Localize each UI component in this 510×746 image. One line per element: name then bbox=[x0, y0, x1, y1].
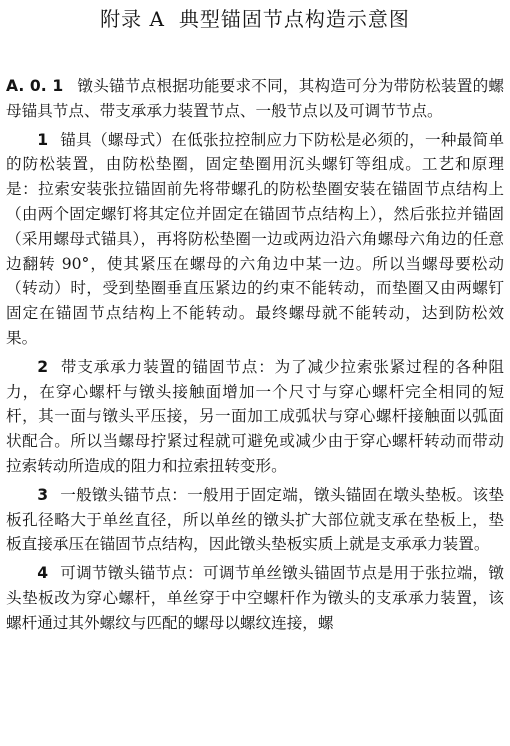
item-number-2: 2 bbox=[37, 357, 49, 376]
clause-text: 镦头锚节点根据功能要求不同，其构造可分为带防松装置的螺母锚具节点、带支承承力装置节点、一般节点以及可调节节点。 bbox=[6, 77, 504, 120]
item-number-4: 4 bbox=[37, 564, 49, 583]
clause-number: A. 0. 1 bbox=[6, 77, 64, 95]
document-body bbox=[6, 74, 504, 640]
item-paragraph-3 bbox=[6, 483, 504, 557]
item-text-1: 锚具（螺母式）在低张拉控制应力下防松是必须的，一种最简单的防松装置，由防松垫圈，固定垫圈用沉头螺钉等组成。工艺和原理是：拉索安装张拉锚固前先将带螺孔的防松垫圈安装在锚固节点结构上（由两个固定螺钉将其定位并固定在锚固节点结构上），然后张拉并锚固（采用螺母式锚具），再将防松垫圈一边或两边沿六角螺母六角边的任意边翻转 90°，使其紧压在螺母的六角边中某一边。所以当螺母要松动（转动）时，受到垫圈垂直压紧边的约束不能转动，而垫圈又由两螺钉固定在锚固节点结构上不能转动。最终螺母就不能转动，达到防松效果。 bbox=[6, 130, 504, 347]
item-number-3: 3 bbox=[37, 485, 49, 504]
clause-paragraph bbox=[6, 74, 504, 124]
page-title bbox=[0, 6, 510, 32]
appendix-label: 附录 A bbox=[100, 7, 165, 31]
item-paragraph-1 bbox=[6, 128, 504, 351]
item-text-3: 一般镦头锚节点：一般用于固定端，镦头锚固在墩头垫板。该垫板孔径略大于单丝直径，所以单丝的镦头扩大部位就支承在垫板上，垫板直接承压在锚固节点结构，因此镦头垫板实质上就是支承承力装置。 bbox=[6, 485, 504, 554]
item-text-4: 可调节镦头锚节点：可调节单丝镦头锚固节点是用于张拉端，镦头垫板改为穿心螺杆，单丝穿于中空螺杆作为镦头的支承承力装置，该螺杆通过其外螺纹与匹配的螺母以螺纹连接，螺 bbox=[6, 564, 504, 632]
item-text-2: 带支承承力装置的锚固节点：为了减少拉索张紧过程的各种阻力，在穿心螺杆与镦头接触面增加一个尺寸与穿心螺杆完全相同的短杆，其一面与镦头平压接，另一面加工成弧状与穿心螺杆接触面以弧面状配合。所以当螺母拧紧过程就可避免或减少由于穿心螺杆转动而带动拉索转动所造成的阻力和拉索扭转变形。 bbox=[6, 357, 504, 475]
item-paragraph-2 bbox=[6, 355, 504, 479]
item-number-1: 1 bbox=[37, 130, 49, 149]
appendix-title: 典型锚固节点构造示意图 bbox=[178, 7, 410, 31]
item-paragraph-4 bbox=[6, 561, 504, 635]
